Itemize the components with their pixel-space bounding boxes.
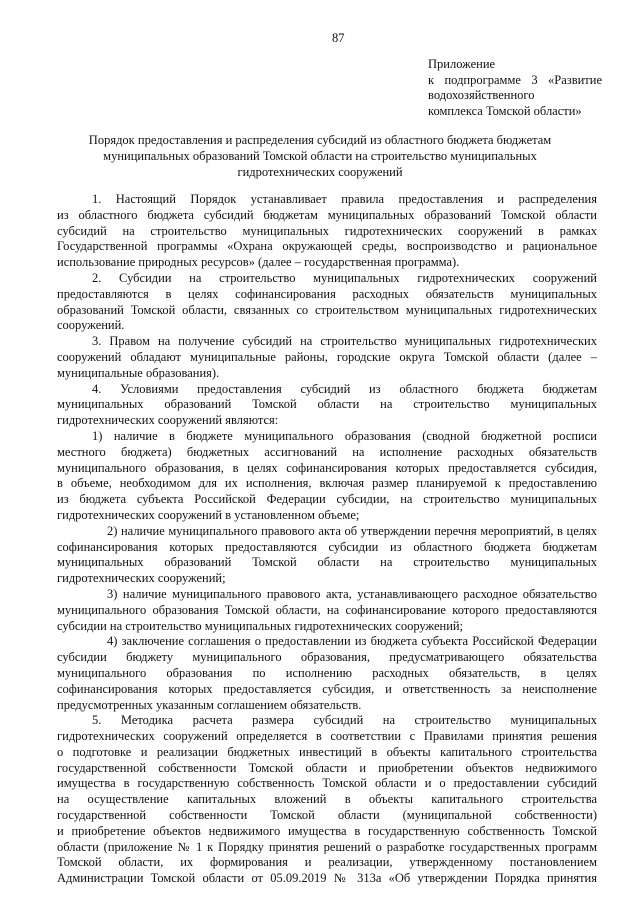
body-line: предоставляются в целях софинансирования расходных обязательств муниципальных xyxy=(57,286,597,301)
body-line: муниципального образования, в целях софинансирования которых предоставляется субсидия, xyxy=(57,460,597,475)
body-line: Администрации Томской области от 05.09.2019 № 313а «Об утверждении Порядка принятия xyxy=(57,871,597,886)
body-line: области (приложение № 1 к Порядку принятия решений о разработке государственных программ xyxy=(57,839,597,854)
body-line: софинансирования которых предоставляется субсидия, и ответственность за неисполнение xyxy=(57,681,597,696)
body-line: гидротехнических сооружений в установленном объеме; xyxy=(57,507,360,522)
paragraph-1 xyxy=(57,192,597,271)
body-line: 2. Субсидии на строительство муниципальных гидротехнических сооружений xyxy=(92,270,597,285)
body-line: Томской области, их формирования и реализации, утвержденному постановлением xyxy=(57,855,597,870)
title-line: Порядок предоставления и распределения субсидий из областного бюджета бюджетам xyxy=(88,133,552,147)
body-line: муниципальных образований Томской области на строительство муниципальных xyxy=(57,397,597,412)
paragraph-6 xyxy=(57,524,597,587)
appendix-line: комплекса Томской области» xyxy=(428,103,582,118)
paragraph-4 xyxy=(57,382,597,429)
body-line: гидротехнических сооружений определяется в соответствии с Правилами принятия решения xyxy=(57,729,597,744)
body-line: в объеме, необходимом для их исполнения, включая размер планируемой к предоставлению xyxy=(57,476,597,491)
body-line: сооружений. xyxy=(57,318,125,333)
document-title xyxy=(40,132,600,180)
paragraph-3 xyxy=(57,334,597,381)
paragraph-5 xyxy=(57,429,597,524)
body-line: субсидий на строительство муниципальных гидротехнических сооружений в рамках xyxy=(57,223,597,238)
body-line: имущества в государственную собственность Томской области и о предоставлении субсидий xyxy=(57,776,597,791)
body-line: софинансирования которых предоставляются субсидии из областного бюджета бюджетам xyxy=(57,539,597,554)
body-line: Государственной программы «Охрана окружающей среды, воспроизводство и рациональное xyxy=(57,239,597,254)
page-number: 87 xyxy=(332,31,345,45)
appendix-line: Приложение xyxy=(428,57,496,71)
paragraph-7 xyxy=(57,587,597,634)
body-line: муниципального образования Томской области, на софинансирование которого предоставляются xyxy=(57,602,597,617)
body-line: 4. Условиями предоставления субсидий из областного бюджета бюджетам xyxy=(92,381,597,396)
body-line: муниципального образования по исполнению расходных обязательств, в целях xyxy=(57,665,597,680)
body-line: и приобретение объектов недвижимого имущества в государственную собственность Томской xyxy=(57,823,597,838)
body-line: на осуществление капитальных вложений в объекты капитального строительства xyxy=(57,792,597,807)
title-line: гидротехнических сооружений xyxy=(237,165,403,179)
body-line: 5. Методика расчета размера субсидий на строительство муниципальных xyxy=(92,713,597,728)
paragraph-9 xyxy=(57,713,597,887)
paragraph-8 xyxy=(57,634,597,713)
body-line: 4) заключение соглашения о предоставлении из бюджета субъекта Российской Федерации xyxy=(107,634,597,649)
body-line: образований Томской области, связанных со строительством муниципальных гидротехнических xyxy=(57,302,597,317)
appendix-line: к подпрограмме 3 «Развитие xyxy=(428,72,602,87)
body-line: сооружений обладают муниципальные районы, городские округа Томской области (далее – xyxy=(57,349,597,364)
body-line: 3. Правом на получение субсидий на строительство муниципальных гидротехнических xyxy=(92,334,597,349)
paragraph-2 xyxy=(57,271,597,334)
body-line: из областного бюджета субсидий бюджетам муниципальных образований Томской области xyxy=(57,207,597,222)
body-line: субсидии бюджету муниципального образования, предусматривающего обязательства xyxy=(57,650,597,665)
body-line: муниципальные образования). xyxy=(57,365,220,380)
body-line: муниципальных образований Томской области на строительство муниципальных xyxy=(57,555,597,570)
body-line: государственной собственности Томской области (муниципальной собственности) xyxy=(57,808,597,823)
body-line: гидротехнических сооружений; xyxy=(57,571,226,586)
body-line: из бюджета субъекта Российской Федерации субсидии, на строительство муниципальных xyxy=(57,492,597,507)
body-line: 1. Настоящий Порядок устанавливает правила предоставления и распределения xyxy=(92,192,597,206)
body-line: 1) наличие в бюджете муниципального образования (сводной бюджетной росписи xyxy=(92,428,597,443)
title-line: муниципальных образований Томской области на строительство муниципальных xyxy=(103,149,537,163)
body-line: использование природных ресурсов» (далее – государственная программа). xyxy=(57,255,460,270)
document-body xyxy=(57,192,597,887)
appendix-block xyxy=(428,57,602,120)
body-line: 3) наличие муниципального правового акта, устанавливающего расходное обязательство xyxy=(107,586,597,601)
appendix-line: водохозяйственного xyxy=(428,88,535,103)
body-line: субсидии на строительство муниципальных гидротехнических сооружений; xyxy=(57,618,464,633)
body-line: о подготовке и реализации бюджетных инвестиций в объекты капитального строительства xyxy=(57,744,597,759)
body-line: 2) наличие муниципального правового акта об утверждении перечня мероприятий, в целях xyxy=(107,523,597,538)
body-line: гидротехнических сооружений являются: xyxy=(57,413,279,428)
body-line: государственной собственности Томской области и приобретении объектов недвижимого xyxy=(57,760,597,775)
body-line: местного бюджета) бюджетных ассигнований на исполнение расходных обязательств xyxy=(57,444,597,459)
body-line: предусмотренных указанным соглашением обязательств. xyxy=(57,697,362,712)
